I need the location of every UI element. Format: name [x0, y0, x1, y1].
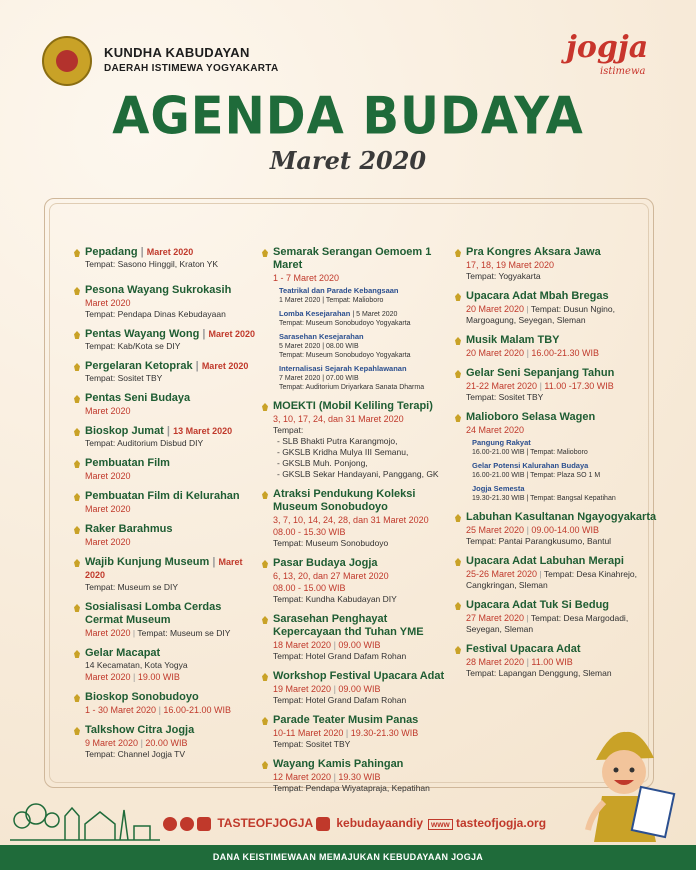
event-time: 19.30-21.30 WIB: [350, 728, 419, 738]
event-time: 19.30 WIB: [338, 772, 381, 782]
event-date: 17, 18, 19 Maret 2020: [466, 260, 555, 270]
event-date: 24 Maret 2020: [466, 425, 525, 435]
event-place: Tempat: Sositet TBY: [273, 739, 351, 749]
event-title: Malioboro Selasa Wagen: [466, 411, 596, 423]
sub-event-place: Tempat: Malioboro: [325, 297, 384, 304]
event-place: Tempat: Lapangan Denggung, Sleman: [466, 668, 612, 678]
event-title: Pra Kongres Aksara Jawa: [466, 246, 601, 258]
sub-event-title: Gelar Potensi Kalurahan Budaya: [472, 461, 589, 470]
event-place: Tempat: Hotel Grand Dafam Rohan: [273, 651, 407, 661]
event-title: Sosialisasi Lomba Cerdas Cermat Museum: [85, 601, 222, 626]
event-item: Upacara Adat Tuk Si Bedug 27 Maret 2020 | Tempat: Desa Margodadi, Seyegan, Sleman: [455, 599, 660, 635]
sub-event-date: 1 Maret 2020: [279, 297, 321, 304]
event-title: Pepadang: [85, 246, 138, 258]
event-item: Festival Upacara Adat 28 Maret 2020 | 11.00 WIB Tempat: Lapangan Denggung, Sleman: [455, 643, 660, 679]
event-date: Maret 2020: [208, 329, 256, 339]
globe-icon: www: [428, 819, 453, 830]
event-time: 08.00 - 15.30 WIB: [273, 527, 346, 537]
agenda-column-2: [262, 246, 452, 802]
event-title: Upacara Adat Labuhan Merapi: [466, 555, 624, 567]
event-title: Pentas Wayang Wong: [85, 328, 200, 340]
event-place: - GKSLB Sekar Handayani, Panggang, GK: [277, 469, 439, 479]
event-date: 1 - 30 Maret 2020: [85, 705, 157, 715]
event-date: 21-22 Maret 2020: [466, 381, 538, 391]
event-title: Upacara Adat Tuk Si Bedug: [466, 599, 610, 611]
event-date: 19 Maret 2020: [273, 684, 332, 694]
event-title: Pesona Wayang Sukrokasih: [85, 284, 232, 296]
sub-event-time: 16.00-21.00 WIB: [472, 472, 525, 479]
agenda-column-3: [455, 246, 660, 687]
event-item: Parade Teater Musim Panas 10-11 Maret 2020 | 19.30-21.30 WIB Tempat: Sositet TBY: [262, 714, 452, 750]
event-item: Upacara Adat Labuhan Merapi 25-26 Maret 2020 | Tempat: Desa Kinahrejo, Cangkringan, Sleman: [455, 555, 660, 591]
social-media-group: [163, 816, 313, 831]
event-time: 16.00-21.00 WIB: [163, 705, 231, 715]
event-date: 10-11 Maret 2020: [273, 728, 344, 738]
jogja-istimewa-logo: jogja: [566, 30, 649, 65]
event-item: Wajib Kunjung Museum | Maret 2020 Tempat: Museum se DIY: [74, 556, 256, 593]
event-item: [455, 246, 660, 282]
event-item: [262, 488, 452, 549]
event-date: 3, 10, 17, 24, dan 31 Maret 2020: [273, 414, 404, 424]
youtube-icon: [197, 817, 211, 831]
event-time: 08.00 - 15.00 WIB: [273, 583, 346, 593]
event-item: [74, 457, 256, 482]
event-time: 11.00 -17.30 WIB: [544, 381, 614, 391]
event-place-label: Tempat:: [273, 425, 304, 435]
event-item: Gelar Macapat 14 Kecamatan, Kota Yogya Maret 2020 | 19.00 WIB: [74, 647, 256, 683]
sub-event: Lomba Kesejarahan | 5 Maret 2020 Tempat: Museum Sonobudoyo Yogyakarta: [279, 309, 452, 328]
sub-event-place: Tempat: Plaza SO 1 M: [530, 472, 601, 479]
event-place: - GKSLB Muh. Ponjong,: [277, 458, 368, 468]
event-title: Pentas Seni Budaya: [85, 392, 191, 404]
event-time: 19.00 WIB: [137, 672, 180, 682]
event-title: Gelar Seni Sepanjang Tahun: [466, 367, 615, 379]
event-item: Pentas Wayang Wong | Maret 2020 Tempat: Kab/Kota se DIY: [74, 328, 256, 352]
event-place-line2: Cangkringan, Sleman: [466, 580, 548, 590]
event-title: Musik Malam TBY: [466, 334, 560, 346]
event-title: Semarak Serangan Oemoem 1 Maret: [273, 246, 432, 271]
event-item: [74, 490, 256, 515]
event-date: 25-26 Maret 2020: [466, 569, 538, 579]
event-item: Bioskop Jumat | 13 Maret 2020 Tempat: Auditorium Disbud DIY: [74, 425, 256, 449]
event-date: 18 Maret 2020: [273, 640, 332, 650]
event-time: 20.00 WIB: [145, 738, 188, 748]
event-title: Festival Upacara Adat: [466, 643, 581, 655]
event-title: Sarasehan Penghayat Kepercayaan thd Tuhan YME: [273, 613, 424, 638]
sub-event-title: Pangung Rakyat: [472, 438, 531, 447]
event-item: [262, 246, 452, 392]
event-place: Tempat: Pendapa Wiyatapraja, Kepatihan: [273, 783, 430, 793]
event-place: Tempat: Desa Margodadi,: [530, 613, 629, 623]
event-title: Wajib Kunjung Museum: [85, 556, 210, 568]
event-place-line2: Margoagung, Seyegan, Sleman: [466, 315, 586, 325]
event-item: [262, 557, 452, 605]
event-place: Tempat: Auditorium Disbud DIY: [85, 438, 204, 448]
sub-event: Pangung Rakyat 16.00-21.00 WIB | Tempat: Malioboro: [472, 438, 660, 457]
event-item: Bioskop Sonobudoyo 1 - 30 Maret 2020 | 16.00-21.00 WIB: [74, 691, 256, 716]
sub-event-time: 07.00 WIB: [325, 375, 359, 382]
event-place: Tempat: Museum Sonobudoyo: [273, 538, 389, 548]
sub-event-date: 5 Maret 2020: [279, 343, 321, 350]
event-place: Tempat: Dusun Ngino,: [530, 304, 615, 314]
event-date: 20 Maret 2020: [466, 348, 525, 358]
sub-event: Gelar Potensi Kalurahan Budaya 16.00-21.00 WIB | Tempat: Plaza SO 1 M: [472, 461, 660, 480]
event-place: Tempat: Pantai Parangkusumo, Bantul: [466, 536, 612, 546]
event-place: Tempat: Sasono Hinggil, Kraton YK: [85, 259, 219, 269]
sub-event-place: Tempat: Museum Sonobudoyo Yogyakarta: [279, 320, 411, 327]
event-place: Tempat: Sositet TBY: [85, 373, 163, 383]
event-date: Maret 2020: [85, 557, 243, 580]
kraton-emblem-icon: [42, 36, 92, 86]
event-time: 11.00 WIB: [531, 657, 573, 667]
sub-event-title: Sarasehan Kesejarahan: [279, 332, 364, 341]
event-date: 3, 7, 10, 14, 24, 28, dan 31 Maret 2020: [273, 515, 429, 525]
event-item: Sosialisasi Lomba Cerdas Cermat Museum Maret 2020 | Tempat: Museum se DIY: [74, 601, 256, 639]
event-title: Pembuatan Film di Kelurahan: [85, 490, 240, 502]
event-item: [74, 392, 256, 417]
event-place: Tempat: Museum se DIY: [137, 628, 231, 638]
event-time: 09.00-14.00 WIB: [531, 525, 599, 535]
event-date: Maret 2020: [85, 298, 131, 308]
event-item: Wayang Kamis Pahingan 12 Maret 2020 | 19.30 WIB Tempat: Pendapa Wiyatapraja, Kepatihan: [262, 758, 452, 794]
sub-event-date: 5 Maret 2020: [356, 311, 398, 318]
social-website: [428, 816, 546, 830]
event-date: 9 Maret 2020: [85, 738, 139, 748]
event-item: Upacara Adat Mbah Bregas 20 Maret 2020 | Tempat: Dusun Ngino, Margoagung, Seyegan, Sleman: [455, 290, 660, 326]
sub-event: Internalisasi Sejarah Kepahlawanan 7 Maret 2020 | 07.00 WIB Tempat: Auditorium Driyarkara Sanata Dharma: [279, 364, 452, 392]
event-date: 12 Maret 2020: [273, 772, 332, 782]
agenda-column-1: [74, 246, 256, 768]
event-detail: 14 Kecamatan, Kota Yogya: [85, 660, 188, 670]
sub-event-title: Internalisasi Sejarah Kepahlawanan: [279, 364, 407, 373]
sub-event-title: Jogja Semesta: [472, 484, 525, 493]
instagram-icon: [180, 817, 194, 831]
sub-event-place: Tempat: Bangsal Kepatihan: [530, 495, 616, 502]
sub-event-place: Tempat: Malioboro: [530, 449, 588, 456]
page-subtitle: Maret 2020: [269, 146, 427, 175]
facebook-icon: [316, 817, 330, 831]
event-place: - SLB Bhakti Putra Karangmojo,: [277, 436, 398, 446]
event-date: 1 - 7 Maret 2020: [273, 273, 340, 283]
event-place: Tempat: Kundha Kabudayan DIY: [273, 594, 397, 604]
event-place: Tempat: Pendapa Dinas Kebudayaan: [85, 309, 226, 319]
event-title: Pasar Budaya Jogja: [273, 557, 378, 569]
event-date: Maret 2020: [85, 406, 131, 416]
event-date: Maret 2020: [85, 504, 131, 514]
event-title: Pembuatan Film: [85, 457, 170, 469]
event-title: Bioskop Sonobudoyo: [85, 691, 199, 703]
event-date: 27 Maret 2020: [466, 613, 525, 623]
social-facebook: [316, 816, 423, 831]
event-item: Musik Malam TBY 20 Maret 2020 | 16.00-21.30 WIB: [455, 334, 660, 359]
event-item: Gelar Seni Sepanjang Tahun 21-22 Maret 2020 | 11.00 -17.30 WIB Tempat: Sositet TBY: [455, 367, 660, 403]
event-place: Tempat: Channel Jogja TV: [85, 749, 186, 759]
event-item: Pergelaran Ketoprak | Maret 2020 Tempat: Sositet TBY: [74, 360, 256, 384]
sub-event-place: Tempat: Auditorium Driyarkara Sanata Dharma: [279, 384, 425, 391]
event-time: 16.00-21.30 WIB: [531, 348, 599, 358]
event-title: Parade Teater Musim Panas: [273, 714, 419, 726]
sub-event: Jogja Semesta 19.30-21.30 WIB | Tempat: Bangsal Kepatihan: [472, 484, 660, 503]
org-name: KUNDHA KABUDAYAN: [104, 45, 250, 60]
event-item: Labuhan Kasultanan Ngayogyakarta 25 Maret 2020 | 09.00-14.00 WIB Tempat: Pantai Parangkusumo, Bantul: [455, 511, 660, 547]
org-region: DAERAH ISTIMEWA YOGYAKARTA: [104, 63, 279, 74]
event-item: Sarasehan Penghayat Kepercayaan thd Tuhan YME 18 Maret 2020 | 09.00 WIB Tempat: Hotel Grand Dafam Rohan: [262, 613, 452, 662]
footer-banner: DANA KEISTIMEWAAN MEMAJUKAN KEBUDAYAAN JOGJA: [0, 845, 696, 870]
sub-event: Sarasehan Kesejarahan 5 Maret 2020 | 08.00 WIB Tempat: Museum Sonobudoyo Yogyakarta: [279, 332, 452, 360]
event-title: Workshop Festival Upacara Adat: [273, 670, 445, 682]
event-title: Gelar Macapat: [85, 647, 161, 659]
event-title: Pergelaran Ketoprak: [85, 360, 193, 372]
event-item: Workshop Festival Upacara Adat 19 Maret 2020 | 09.00 WIB Tempat: Hotel Grand Dafam Rohan: [262, 670, 452, 706]
event-place-line2: Seyegan, Sleman: [466, 624, 534, 634]
event-time: 09.00 WIB: [338, 684, 381, 694]
event-time: 09.00 WIB: [338, 640, 381, 650]
event-title: Wayang Kamis Pahingan: [273, 758, 404, 770]
mascot-character-icon: [566, 720, 686, 842]
event-item: Talkshow Citra Jogja 9 Maret 2020 | 20.00 WIB Tempat: Channel Jogja TV: [74, 724, 256, 760]
jogja-istimewa-sub: istimewa: [600, 66, 646, 77]
event-item: [262, 400, 452, 480]
event-item: [74, 284, 256, 320]
sub-event-title: Teatrikal dan Parade Kebangsaan: [279, 286, 399, 295]
event-place: Tempat: Sositet TBY: [466, 392, 544, 402]
sub-event-title: Lomba Kesejarahan: [279, 309, 351, 318]
sub-event-time: 08.00 WIB: [325, 343, 359, 350]
header: [0, 0, 696, 200]
event-title: Bioskop Jumat: [85, 425, 164, 437]
event-date: 20 Maret 2020: [466, 304, 525, 314]
sub-event-time: 16.00-21.00 WIB: [472, 449, 525, 456]
event-title: Upacara Adat Mbah Bregas: [466, 290, 609, 302]
event-date: 25 Maret 2020: [466, 525, 525, 535]
sub-event-time: 19.30-21.30 WIB: [472, 495, 525, 502]
event-title: Raker Barahmus: [85, 523, 173, 535]
event-date: Maret 2020: [146, 247, 194, 257]
event-title: Talkshow Citra Jogja: [85, 724, 195, 736]
event-place: Tempat: Yogyakarta: [466, 271, 541, 281]
event-place: Tempat: Desa Kinahrejo,: [543, 569, 637, 579]
event-place: Tempat: Hotel Grand Dafam Rohan: [273, 695, 407, 705]
twitter-icon: [163, 817, 177, 831]
website-link[interactable]: tasteofjogja.org: [456, 816, 547, 830]
sub-event-date: 7 Maret 2020: [279, 375, 321, 382]
sub-event-place: Tempat: Museum Sonobudoyo Yogyakarta: [279, 352, 411, 359]
event-title: MOEKTI (Mobil Keliling Terapi): [273, 400, 433, 412]
event-date: Maret 2020: [201, 361, 249, 371]
sub-event: Teatrikal dan Parade Kebangsaan 1 Maret 2020 | Tempat: Malioboro: [279, 286, 452, 305]
event-item: [455, 411, 660, 503]
social-handle-tasteofjogja[interactable]: TASTEOFJOGJA: [217, 816, 314, 830]
event-date: Maret 2020: [85, 628, 131, 638]
event-date: 28 Maret 2020: [466, 657, 525, 667]
event-item: [74, 523, 256, 548]
event-date: 13 Maret 2020: [173, 426, 233, 436]
event-title: Atraksi Pendukung Koleksi Museum Sonobudoyo: [273, 488, 416, 513]
event-place: Tempat: Kab/Kota se DIY: [85, 341, 181, 351]
event-date: 6, 13, 20, dan 27 Maret 2020: [273, 571, 389, 581]
yogyakarta-skyline-icon: [10, 790, 160, 842]
event-date: Maret 2020: [85, 537, 131, 547]
event-item: Pepadang | Maret 2020 Tempat: Sasono Hinggil, Kraton YK: [74, 246, 256, 270]
event-title: Labuhan Kasultanan Ngayogyakarta: [466, 511, 657, 523]
event-date: Maret 2020: [85, 672, 131, 682]
page-title: AGENDA BUDAYA: [112, 85, 584, 147]
event-date: Maret 2020: [85, 471, 131, 481]
event-place: Tempat: Museum se DIY: [85, 582, 179, 592]
social-handle-kebudayaandiy[interactable]: kebudayaandiy: [336, 816, 424, 830]
event-place: - GKSLB Kridha Mulya III Semanu,: [277, 447, 409, 457]
